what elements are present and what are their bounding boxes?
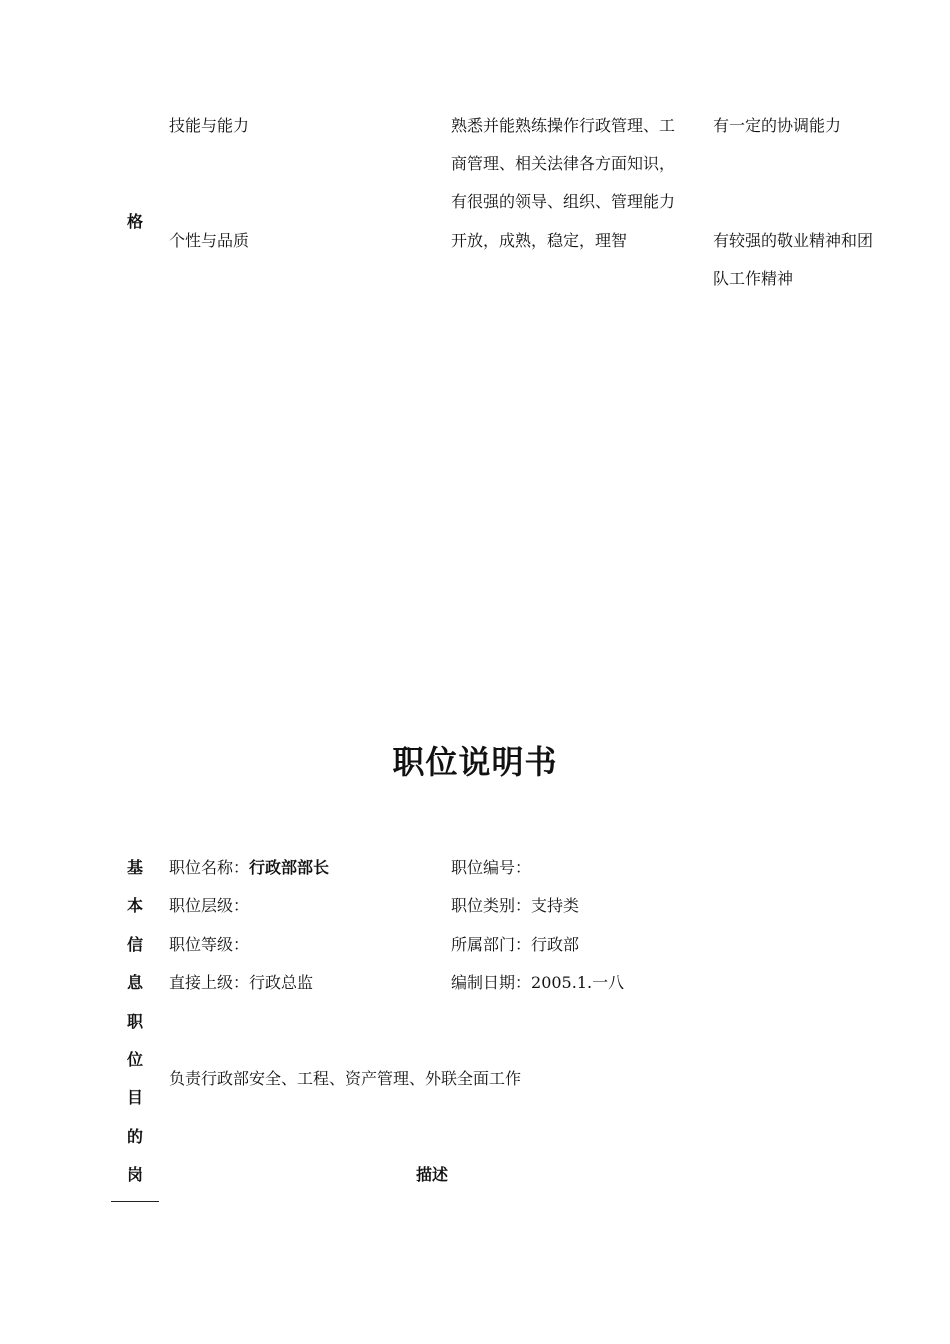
supervisor-label: 直接上级：	[169, 973, 250, 992]
position-category-field	[451, 896, 579, 916]
department-field	[451, 935, 579, 955]
position-level-label: 职位层级：	[169, 896, 250, 915]
position-grade-label: 职位等级：	[169, 935, 250, 954]
side-char: 信	[127, 935, 144, 954]
position-name-field	[169, 858, 329, 878]
table-rule	[111, 1201, 159, 1202]
compile-date-value: 2005.1.一八	[531, 973, 625, 992]
compile-date-field	[451, 973, 624, 993]
side-char: 本	[127, 896, 144, 915]
side-char: 位	[127, 1050, 144, 1069]
skills-requirement-line-3: 有很强的领导、组织、管理能力	[451, 192, 676, 211]
personality-label: 个性与品质	[169, 231, 250, 250]
skills-label: 技能与能力	[169, 116, 250, 135]
side-char: 基	[127, 858, 144, 877]
position-category-value: 支持类	[531, 896, 580, 915]
skills-requirement-line-2: 商管理、相关法律各方面知识，	[451, 154, 676, 173]
supervisor-field	[169, 973, 313, 993]
document-title: 职位说明书	[392, 743, 558, 781]
personality-extra-line-1: 有较强的敬业精神和团	[713, 231, 874, 250]
personality-extra-line-2: 队工作精神	[713, 269, 794, 288]
position-purpose-text: 负责行政部安全、工程、资产管理、外联全面工作	[169, 1069, 522, 1088]
position-code-label: 职位编号：	[451, 858, 532, 877]
compile-date-label: 编制日期：	[451, 973, 532, 992]
position-name-label: 职位名称：	[169, 858, 250, 877]
side-char: 职	[127, 1012, 144, 1031]
personality-requirement-line-1: 开放，成熟，稳定，理智	[451, 231, 628, 250]
side-char: 目	[127, 1088, 144, 1107]
side-char: 息	[127, 973, 144, 992]
description-header: 描述	[416, 1165, 449, 1184]
department-value: 行政部	[531, 935, 580, 954]
position-name-value: 行政部部长	[249, 858, 330, 877]
department-label: 所属部门：	[451, 935, 532, 954]
skills-extra-line-1: 有一定的协调能力	[713, 116, 842, 135]
side-char: 的	[127, 1127, 144, 1146]
side-char: 岗	[127, 1165, 144, 1184]
skills-requirement-line-1: 熟悉并能熟练操作行政管理、工	[451, 116, 676, 135]
section-side-label: 格	[127, 212, 144, 231]
supervisor-value: 行政总监	[249, 973, 314, 992]
position-category-label: 职位类别：	[451, 896, 532, 915]
